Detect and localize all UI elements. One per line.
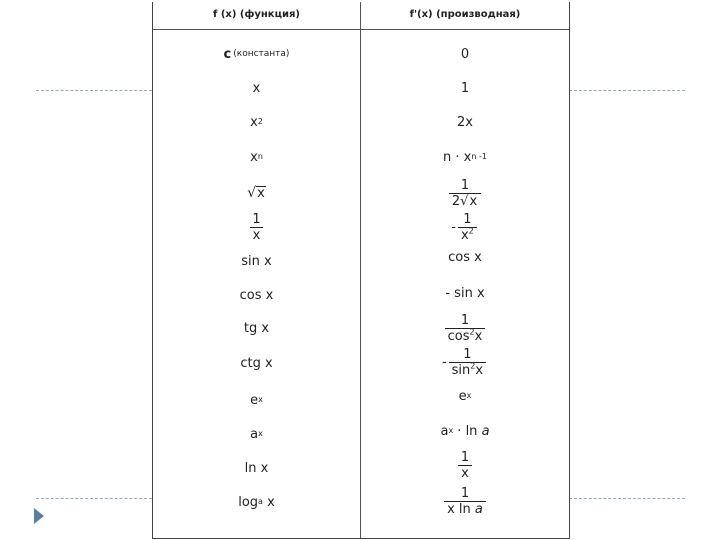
function-text: ln x xyxy=(244,460,269,476)
function-base: x xyxy=(250,114,258,130)
derivative-base: e xyxy=(458,388,467,404)
fraction-numerator: 1 xyxy=(463,211,472,227)
function-log: log xyxy=(238,494,259,510)
derivative-text: 2x xyxy=(457,114,473,130)
fraction-denominator: x xyxy=(250,227,264,242)
function-base: x xyxy=(250,149,258,165)
function-text: ctg x xyxy=(240,355,273,371)
fraction-numerator: 1 xyxy=(460,485,470,501)
derivative-italic-a: a xyxy=(481,423,490,439)
minus-sign: - xyxy=(441,354,447,370)
function-cell-x xyxy=(153,73,360,103)
function-base: e xyxy=(250,392,259,408)
function-text: tg x xyxy=(243,320,270,336)
fraction-numerator: 1 xyxy=(252,211,261,227)
derivative-cell-x xyxy=(361,73,569,103)
denominator-exponent: 2 xyxy=(469,327,475,337)
denominator-function: sin xyxy=(451,362,471,378)
function-argument: x xyxy=(262,494,275,510)
derivative-log-part: · ln xyxy=(453,423,482,439)
derivative-text: n · x xyxy=(443,149,472,165)
function-cell-ctg xyxy=(153,348,360,378)
derivative-text: 0 xyxy=(460,46,470,62)
fraction-denominator xyxy=(444,501,486,516)
fraction xyxy=(449,179,481,208)
derivative-cell-sqrt-x xyxy=(361,178,569,208)
fraction-numerator: 1 xyxy=(460,177,470,193)
sqrt-symbol: √ xyxy=(460,193,469,209)
denominator-exponent: 2 xyxy=(470,361,476,371)
derivative-cell-log xyxy=(361,486,569,516)
slide-guide-line-top-right xyxy=(569,90,685,91)
slide-guide-line-bottom-right xyxy=(569,498,685,499)
fraction xyxy=(445,314,486,343)
derivative-base: a xyxy=(440,423,449,439)
function-text: x xyxy=(252,80,261,96)
slide-guide-line-bottom-left xyxy=(36,498,152,499)
fraction-denominator xyxy=(449,193,481,208)
slide-guide-line-top-left xyxy=(36,90,152,91)
sqrt-symbol: √ xyxy=(247,185,257,201)
header-derivative: f'(x) (производная) xyxy=(409,9,521,20)
function-cell-x-squared: x 2 xyxy=(250,114,263,130)
derivative-cell-ctg xyxy=(361,347,569,377)
function-note: (константа) xyxy=(233,48,290,59)
denominator-exponent: 2 xyxy=(468,226,474,236)
derivative-text: - sin x xyxy=(445,285,485,301)
fraction xyxy=(449,348,486,377)
derivative-cell-ln xyxy=(361,450,569,480)
fraction-denominator xyxy=(449,362,486,377)
function-cell-x-power-n: x n xyxy=(250,149,263,165)
derivative-cell-x-squared xyxy=(361,107,569,137)
function-cell-constant xyxy=(153,39,360,69)
function-radicand: x xyxy=(257,186,265,201)
denominator-function: cos xyxy=(447,328,470,344)
denominator-italic-a: a xyxy=(474,501,483,517)
function-cell-reciprocal xyxy=(153,212,360,242)
derivative-cell-tg xyxy=(361,313,569,343)
header-rule xyxy=(153,29,569,30)
derivatives-table xyxy=(152,2,570,539)
denominator-radicand: x xyxy=(469,193,478,209)
derivative-text: 1 xyxy=(460,80,470,96)
denominator-argument: x xyxy=(474,328,483,344)
function-base: a xyxy=(250,426,259,442)
denominator-text: x ln xyxy=(447,501,475,517)
derivative-cell-a-power-x: a x · ln a xyxy=(440,423,490,439)
function-cell-sin xyxy=(153,246,360,276)
function-text: c xyxy=(223,46,232,62)
play-arrow-icon[interactable] xyxy=(34,508,44,524)
fraction-denominator xyxy=(445,328,486,343)
derivative-cell-reciprocal xyxy=(361,212,569,242)
fraction-denominator: x xyxy=(458,465,472,480)
fraction-numerator: 1 xyxy=(463,346,472,362)
derivative-cell-x-power-n: n · x n -1 xyxy=(443,149,487,165)
function-cell-a-power-x: a x xyxy=(250,426,263,442)
header-function: f (x) (функция) xyxy=(212,9,301,20)
function-cell-tg xyxy=(153,313,360,343)
fraction-numerator: 1 xyxy=(460,449,470,465)
denominator-argument: x xyxy=(475,362,484,378)
fraction xyxy=(458,213,477,242)
minus-sign: - xyxy=(451,219,456,235)
fraction-numerator: 1 xyxy=(460,312,470,328)
derivative-text: cos x xyxy=(448,249,482,265)
derivative-cell-cos xyxy=(361,278,569,308)
function-cell-sqrt-x xyxy=(153,178,360,208)
fraction-denominator xyxy=(458,227,477,242)
denominator-base: x xyxy=(460,227,469,243)
function-cell-cos xyxy=(153,280,360,310)
fraction xyxy=(249,213,263,242)
derivative-cell-exp: e x xyxy=(458,388,472,404)
function-cell-ln xyxy=(153,453,360,483)
function-cell-log: log a x xyxy=(238,494,275,510)
denominator-coefficient: 2 xyxy=(451,193,461,209)
function-text: cos x xyxy=(239,287,274,303)
fraction xyxy=(444,487,486,516)
derivative-cell-sin xyxy=(361,242,569,272)
function-text: sin x xyxy=(241,253,272,269)
fraction xyxy=(458,451,472,480)
derivative-cell-constant xyxy=(361,39,569,69)
function-cell-exp: e x xyxy=(250,392,263,408)
